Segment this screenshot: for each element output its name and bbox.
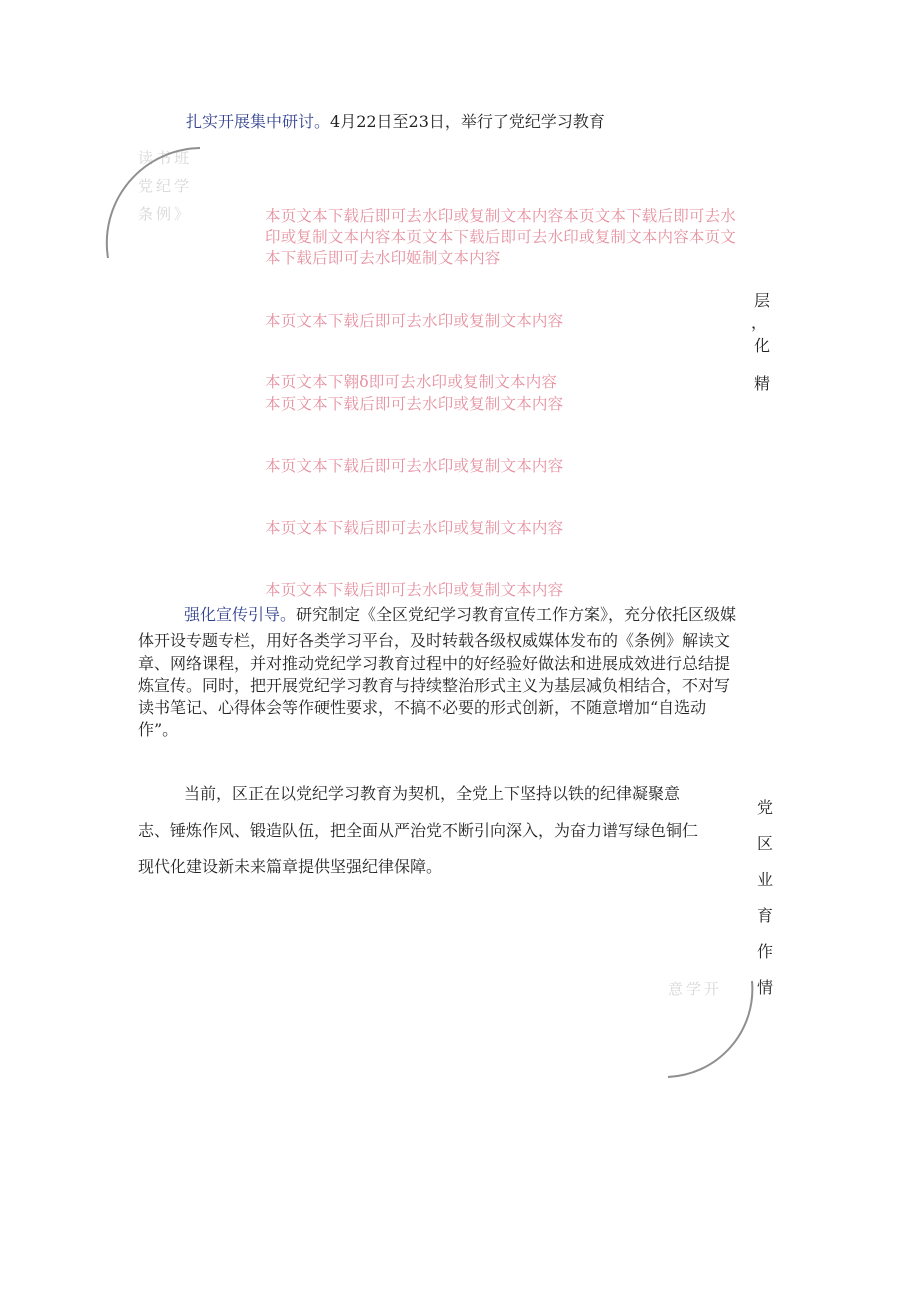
- watermark-line: 本页文本下载后即可去水印或复制文本内容: [265, 395, 564, 413]
- right-char: 党: [756, 798, 773, 817]
- corner-arc-top: [100, 140, 210, 270]
- right-char: 育: [756, 906, 773, 925]
- right-char: 业: [756, 870, 773, 889]
- watermark-paragraph: [265, 206, 736, 269]
- right-char: 层: [753, 291, 770, 310]
- para2-heading: 强化宣传引导。: [184, 605, 297, 624]
- para2-line: 体开设专题专栏，用好各类学习平台，及时转载各级权威媒体发布的《条例》解读文: [138, 631, 731, 650]
- para1-line: [186, 111, 605, 133]
- para2-line: [184, 604, 736, 626]
- right-char: 作: [756, 942, 773, 961]
- para2-line: 作”。: [138, 720, 179, 739]
- para2-line: 读书笔记、心得体会等作硬性要求，不搞不必要的形式创新，不随意增加“自选动: [138, 698, 707, 717]
- para2-line: 章、网络课程，并对推动党纪学习教育过程中的好经验好做法和进展成效进行总结提: [138, 654, 731, 673]
- faded-bottom-line: 意学开: [668, 980, 723, 998]
- para3-line: 当前，区正在以党纪学习教育为契机，全党上下坚持以铁的纪律凝聚意: [184, 784, 681, 803]
- faded-top-line: 读书班: [138, 149, 193, 167]
- watermark-line: 本页文本下载后即可去水印或复制文本内容: [265, 519, 564, 537]
- right-char: 化: [753, 336, 770, 355]
- para2-line: 炼宣传。同时，把开展党纪学习教育与持续整治形式主义为基层减负相结合，不对写: [138, 676, 731, 695]
- right-char: 精: [753, 374, 770, 393]
- para2-text: 研究制定《全区党纪学习教育宣传工作方案》，充分依托区级媒: [296, 605, 737, 624]
- faded-top-line: 条例》: [138, 205, 193, 223]
- watermark-line: 本页文本下载后即可去水印或复制文本内容: [265, 312, 564, 330]
- watermark-line: 本页文本下载后即可去水印或复制文本内容本页文本下载后即可去水: [265, 207, 737, 225]
- para1-text: 4月22日至23日，举行了党纪学习教育: [330, 112, 605, 131]
- watermark-line: 本页文本下翱δ即可去水印或复制文本内容: [265, 373, 558, 391]
- watermark-line: 本页文本下载后即可去水印或复制文本内容: [265, 457, 564, 475]
- right-char: ，: [750, 313, 767, 332]
- watermark-line: 本页文本下载后即可去水印或复制文本内容: [265, 581, 564, 599]
- faded-top-line: 党纪学: [138, 177, 193, 195]
- para3-line: 现代化建设新未来篇章提供坚强纪律保障。: [138, 857, 443, 876]
- right-char: 区: [756, 834, 773, 853]
- corner-arc-bottom: [660, 975, 760, 1085]
- watermark-line: 本下载后即可去水印姬制文本内容: [265, 249, 501, 267]
- watermark-line: 印或复制文本内容本页文本下载后即可去水印或复制文本内容本页文: [265, 228, 737, 246]
- para1-heading: 扎实开展集中研讨。: [186, 112, 331, 131]
- right-char: 情: [756, 978, 773, 997]
- para3-line: 志、锤炼作风、锻造队伍，把全面从严治党不断引向深入，为奋力谱写绿色铜仁: [138, 821, 699, 840]
